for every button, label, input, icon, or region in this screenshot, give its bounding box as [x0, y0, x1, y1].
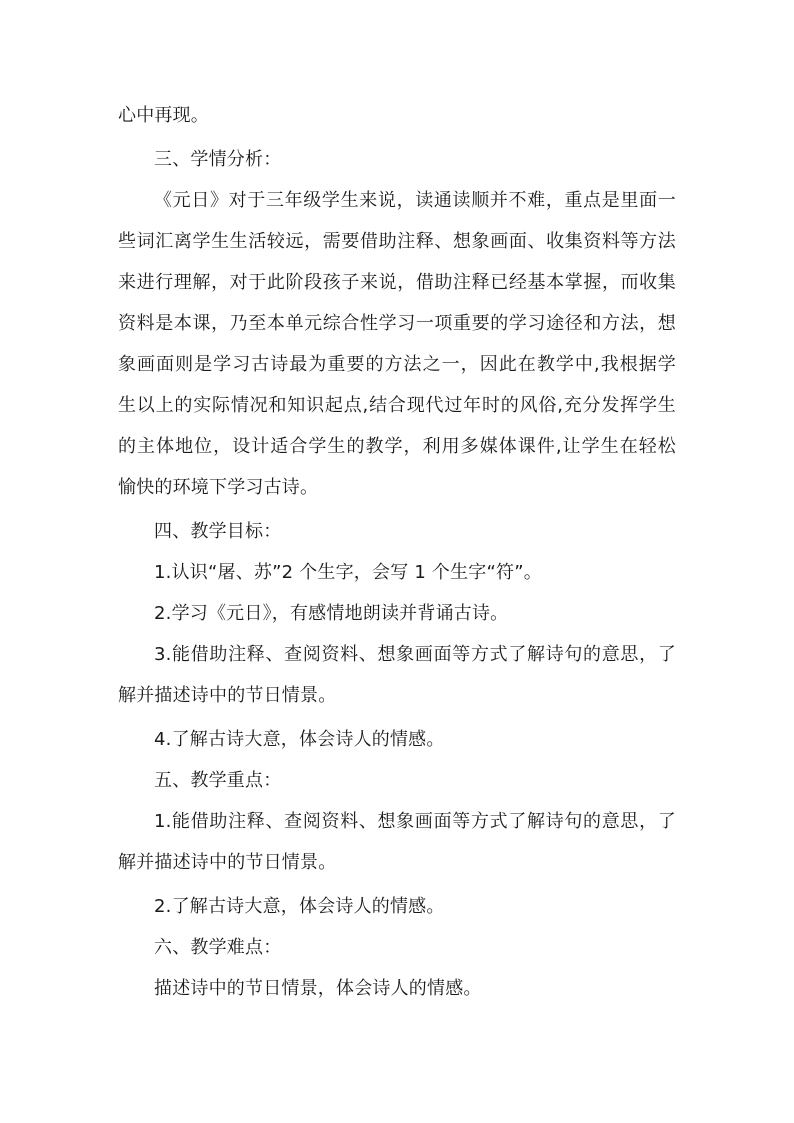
section-heading: 四、教学目标：	[154, 521, 282, 542]
list-item: 2.了解古诗大意，体会诗人的情感。	[154, 896, 445, 917]
section-heading: 五、教学重点：	[154, 770, 282, 791]
text-line: 象画面则是学习古诗最为重要的方法之一，因此在教学中,我根据学	[118, 354, 676, 375]
text-line: 心中再现。	[118, 105, 209, 126]
text-line: 来进行理解，对于此阶段孩子来说，借助注释已经基本掌握，而收集	[118, 272, 676, 293]
text-line: 资料是本课，乃至本单元综合性学习一项重要的学习途径和方法，想	[118, 313, 676, 334]
list-item: 3.能借助注释、查阅资料、想象画面等方式了解诗句的意思，了	[154, 644, 676, 665]
list-item: 4.了解古诗大意，体会诗人的情感。	[154, 729, 445, 750]
text-line: 《元日》对于三年级学生来说，读通读顺并不难，重点是里面一	[154, 190, 676, 211]
text-line: 描述诗中的节日情景，体会诗人的情感。	[154, 978, 482, 999]
list-item: 1.认识“屠、苏”2 个生字，会写 1 个生字“符”。	[154, 562, 542, 583]
text-line: 解并描述诗中的节日情景。	[118, 852, 337, 873]
text-line: 解并描述诗中的节日情景。	[118, 685, 337, 706]
list-item: 2.学习《元日》，有感情地朗读并背诵古诗。	[154, 603, 509, 624]
text-line: 的主体地位，设计适合学生的教学，利用多媒体课件,让学生在轻松	[118, 436, 676, 457]
text-line: 愉快的环境下学习古诗。	[118, 477, 319, 498]
text-line: 些词汇离学生生活较远，需要借助注释、想象画面、收集资料等方法	[118, 231, 676, 252]
list-item: 1.能借助注释、查阅资料、想象画面等方式了解诗句的意思，了	[154, 811, 676, 832]
section-heading: 三、学情分析：	[154, 149, 282, 170]
section-heading: 六、教学难点：	[154, 937, 282, 958]
text-line: 生以上的实际情况和知识起点,结合现代过年时的风俗,充分发挥学生	[118, 395, 676, 416]
